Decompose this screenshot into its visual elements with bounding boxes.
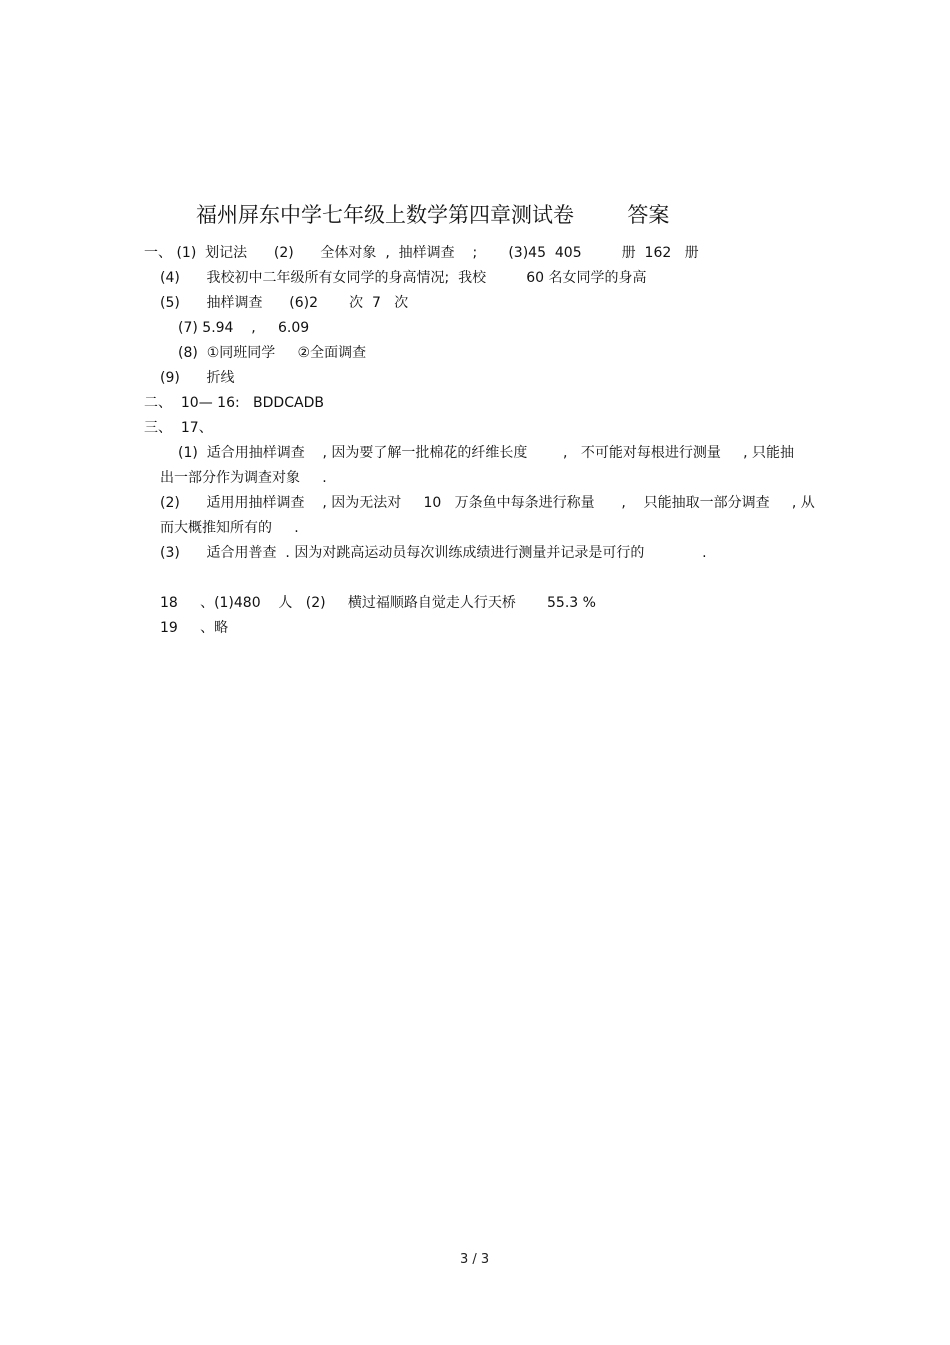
answer-line-11: (2) 适用用抽样调查 , 因为无法对 10 万条鱼中每条进行称量 , 只能抽取一部分调查 , 从 — [160, 495, 815, 511]
answer-line-15: 19 、略 — [160, 620, 229, 636]
answer-line-9: (1) 适合用抽样调查 , 因为要了解一批棉花的纤维长度 , 不可能对每根进行测量 , 只能抽 — [178, 445, 794, 461]
answer-line-6: (9) 折线 — [160, 370, 235, 386]
answer-line-7: 二、 10— 16: BDDCADB — [144, 395, 324, 411]
answer-line-10: 出一部分作为调查对象 . — [160, 470, 327, 486]
answer-line-1: 一、 (1) 划记法 (2) 全体对象 , 抽样调查 ; (3)45 405 册 162 册 — [144, 245, 699, 261]
document-title: 福州屏东中学七年级上数学第四章测试卷 答案 — [196, 203, 670, 227]
answer-line-5: (8) ①同班同学 ②全面调查 — [178, 345, 367, 361]
answer-line-13: (3) 适合用普查 . 因为对跳高运动员每次训练成绩进行测量并记录是可行的 . — [160, 545, 707, 561]
page-number: 3 / 3 — [460, 1252, 490, 1267]
answer-line-14: 18 、(1)480 人 (2) 横过福顺路自觉走人行天桥 55.3 % — [160, 595, 596, 611]
answer-line-4: (7) 5.94 , 6.09 — [178, 320, 310, 336]
answer-line-8: 三、 17、 — [144, 420, 213, 436]
answer-line-2: (4) 我校初中二年级所有女同学的身高情况; 我校 60 名女同学的身高 — [160, 270, 647, 286]
answer-line-12: 而大概推知所有的 . — [160, 520, 299, 536]
answer-line-3: (5) 抽样调查 (6)2 次 7 次 — [160, 295, 409, 311]
